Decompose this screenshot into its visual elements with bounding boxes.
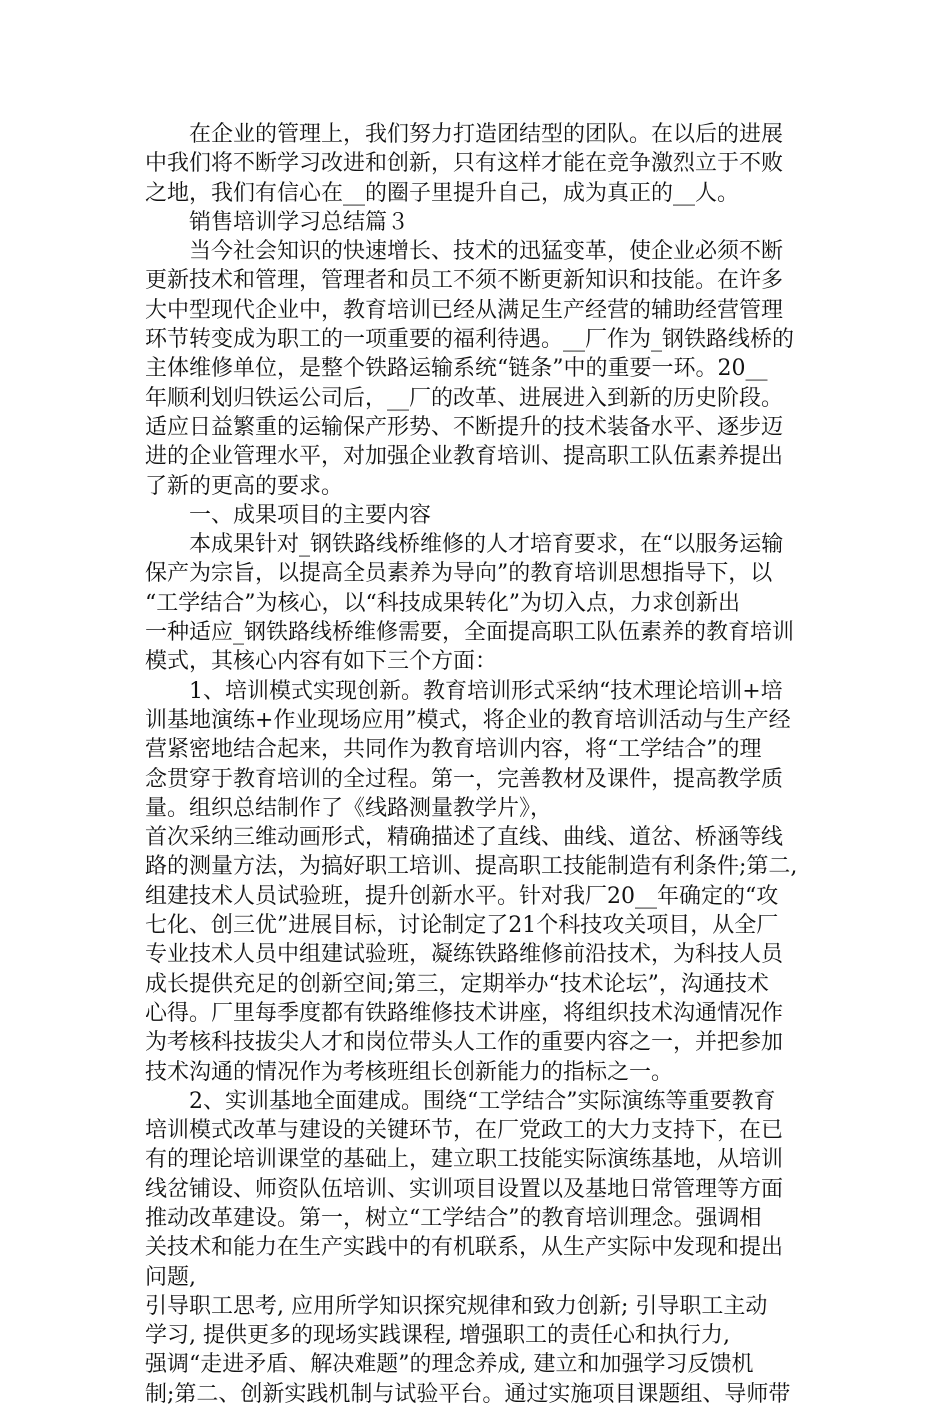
text-line: 强调“走进矛盾、解决难题”的理念养成, 建立和加强学习反馈机: [145, 1352, 754, 1378]
text-line: 量。组织总结制作了《线路测量教学片》，: [145, 795, 553, 821]
text-line: 制;第二、创新实践机制与试验平台。通过实施项目课题组、导师带: [145, 1381, 791, 1407]
document-body: [145, 120, 810, 1409]
text-line: 营紧密地结合起来，共同作为教育培训内容，将“工学结合”的理: [145, 737, 762, 763]
text-line: 适应日益繁重的运输保产形势、不断提升的技术装备水平、逐步迈: [145, 414, 784, 440]
text-line: 销售培训学习总结篇３: [145, 209, 410, 235]
text-line: 技术沟通的情况作为考核班组长创新能力的指标之一。: [145, 1059, 674, 1085]
text-line: 念贯穿于教育培训的全过程。第一，完善教材及课件，提高教学质: [145, 766, 784, 792]
text-line: 了新的更高的要求。: [145, 473, 344, 499]
text-line: 推动改革建设。第一，树立“工学结合”的教育培训理念。强调相: [145, 1205, 762, 1231]
text-line: 1、培训模式实现创新。教育培训形式采纳“技术理论培训+培: [145, 678, 783, 704]
text-line: 环节转变成为职工的一项重要的福利待遇。__厂作为_钢铁路线桥的: [145, 327, 795, 353]
text-line: 本成果针对_钢铁路线桥维修的人才培育要求，在“以服务运输: [145, 532, 784, 558]
text-line: 在企业的管理上，我们努力打造团结型的团队。在以后的进展: [145, 122, 784, 147]
text-line: 学习, 提供更多的现场实践课程, 增强职工的责任心和执行力,: [145, 1323, 730, 1349]
text-line: 一、成果项目的主要内容: [145, 502, 432, 528]
text-line: 训基地演练+作业现场应用”模式，将企业的教育培训活动与生产经: [145, 707, 791, 733]
text-line: 当今社会知识的快速增长、技术的迅猛变革，使企业必须不断: [145, 239, 784, 265]
text-line: 更新技术和管理，管理者和员工不须不断更新知识和技能。在许多: [145, 268, 784, 294]
text-line: 问题,: [145, 1264, 196, 1290]
text-line: 培训模式改革与建设的关键环节，在厂党政工的大力支持下，在已: [145, 1118, 784, 1144]
text-line: 进的企业管理水平，对加强企业教育培训、提高职工队伍素养提出: [145, 444, 784, 470]
text-line: 主体维修单位，是整个铁路运输系统“链条”中的重要一环。20__: [145, 356, 768, 382]
text-line: 首次采纳三维动画形式，精确描述了直线、曲线、道岔、桥涵等线: [145, 825, 784, 851]
text-line: 大中型现代企业中，教育培训已经从满足生产经营的辅助经营管理: [145, 297, 784, 323]
text-line: 之地，我们有信心在__的圈子里提升自己，成为真正的__人。: [145, 180, 740, 206]
text-line: 线岔铺设、师资队伍培训、实训项目设置以及基地日常管理等方面: [145, 1176, 784, 1202]
text-line: 引导职工思考, 应用所学知识探究规律和致力创新; 引导职工主动: [145, 1293, 768, 1319]
text-line: 组建技术人员试验班，提升创新水平。针对我厂20__年确定的“攻: [145, 883, 779, 909]
text-line: 为考核科技拔尖人才和岗位带头人工作的重要内容之一，并把参加: [145, 1030, 784, 1056]
text-line: 专业技术人员中组建试验班，凝练铁路维修前沿技术，为科技人员: [145, 942, 784, 968]
text-line: 2、实训基地全面建成。围绕“工学结合”实际演练等重要教育: [145, 1088, 776, 1114]
text-line: 有的理论培训课堂的基础上，建立职工技能实际演练基地，从培训: [145, 1147, 784, 1173]
text-line: 心得。厂里每季度都有铁路维修技术讲座，将组织技术沟通情况作: [145, 1000, 784, 1026]
text-line: 保产为宗旨，以提高全员素养为导向”的教育培训思想指导下，以: [145, 561, 773, 587]
text-line: 年顺利划归铁运公司后，__厂的改革、进展进入到新的历史阶段。: [145, 385, 784, 411]
text-line: 路的测量方法，为搞好职工培训、提高职工技能制造有利条件;第二,: [145, 854, 798, 880]
text-line: 模式，其核心内容有如下三个方面：: [145, 649, 498, 675]
text-line: 七化、创三优”进展目标，讨论制定了21个科技攻关项目，从全厂: [145, 913, 779, 939]
text-line: 关技术和能力在生产实践中的有机联系，从生产实际中发现和提出: [145, 1235, 784, 1261]
text-line: “工学结合”为核心，以“科技成果转化”为切入点，力求创新出: [145, 590, 740, 616]
text-line: 成长提供充足的创新空间;第三，定期举办“技术论坛”，沟通技术: [145, 971, 769, 997]
text-line: 中我们将不断学习改进和创新，只有这样才能在竞争激烈立于不败: [145, 151, 784, 177]
text-line: 一种适应_钢铁路线桥维修需要，全面提高职工队伍素养的教育培训: [145, 620, 795, 646]
